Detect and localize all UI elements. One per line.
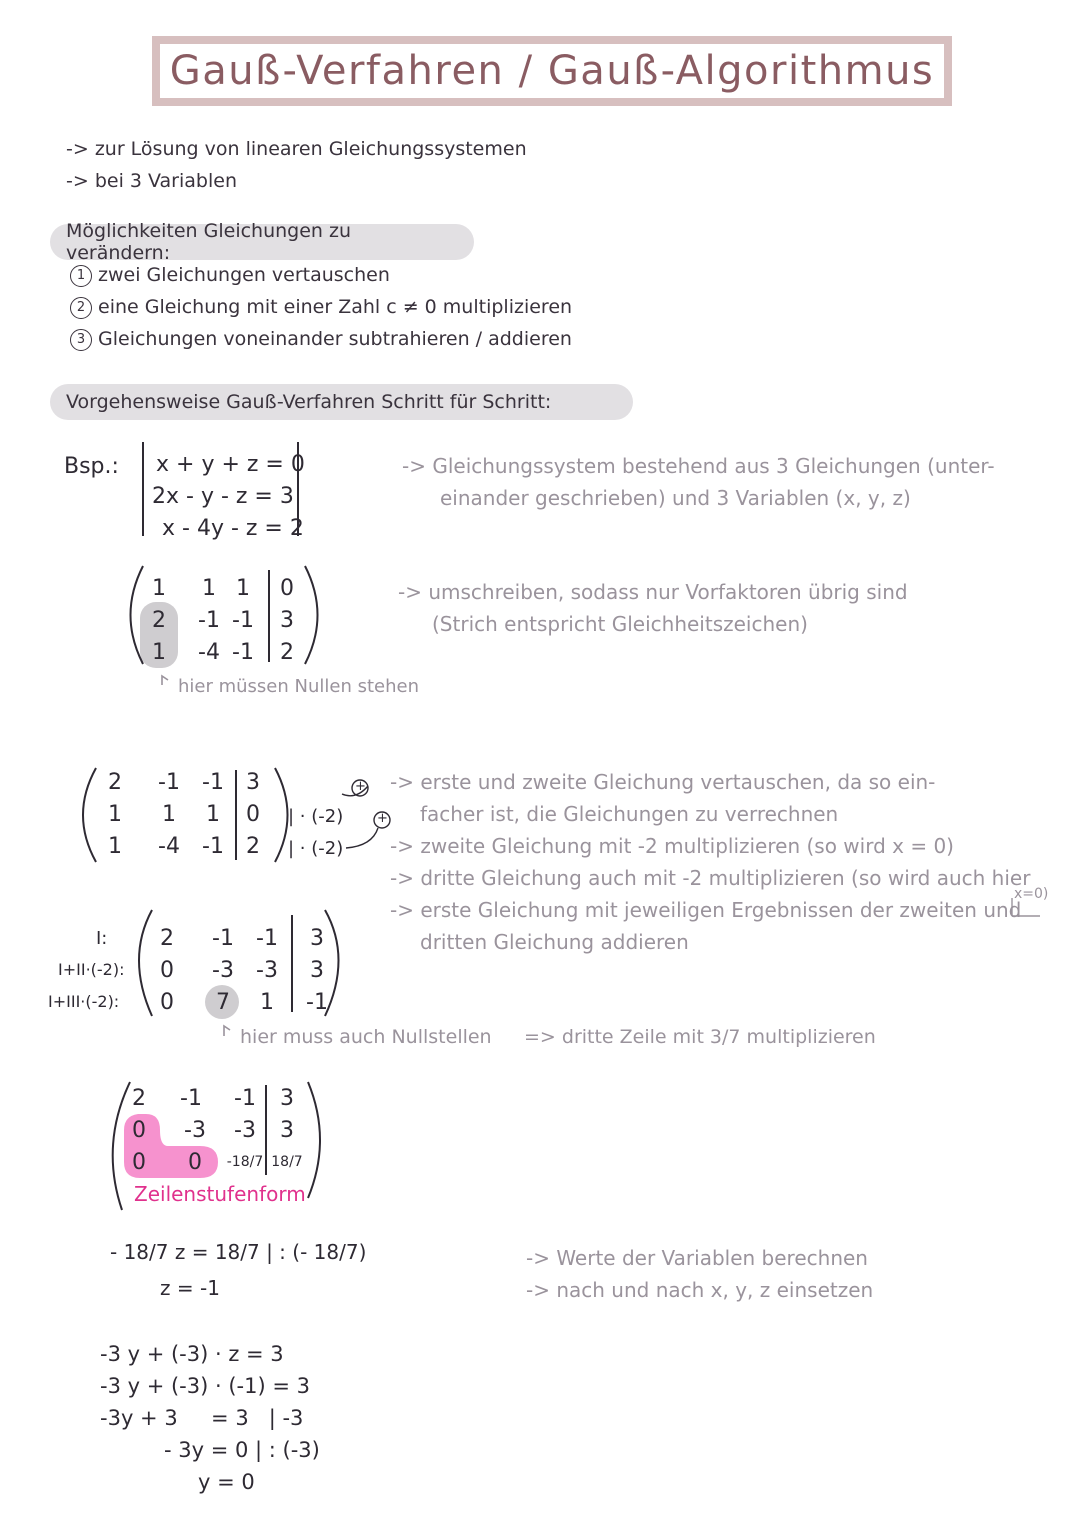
solve-line: - 3y = 0 | : (-3) (164, 1438, 320, 1462)
matrix-cell: 1 (152, 640, 166, 665)
matrix-cell: -3 (184, 1118, 206, 1143)
matrix-cell: -3 (256, 958, 278, 983)
matrix-cell: 3 (246, 770, 260, 795)
number-badge: 2 (70, 297, 92, 319)
matrix-cell: 1 (108, 802, 122, 827)
zeilenstufenform-label: Zeilenstufenform (134, 1182, 306, 1206)
note-line: facher ist, die Gleichungen zu verrechnen (420, 802, 839, 826)
matrix-cell: -1 (202, 834, 224, 859)
note-line: einander geschrieben) und 3 Variablen (x, y, z) (440, 486, 911, 510)
matrix-cell: -1 (234, 1086, 256, 1111)
matrix-cell: -1 (212, 926, 234, 951)
matrix-cell: 2 (280, 640, 294, 665)
matrix-cell: -3 (234, 1118, 256, 1143)
matrix-3 (150, 926, 330, 1026)
matrix-cell: -1 (202, 770, 224, 795)
note-line: -> erste Gleichung mit jeweiligen Ergebnissen der zweiten und (390, 898, 1022, 922)
matrix-cell: -1 (232, 608, 254, 633)
matrix-cell: -18/7 (226, 1154, 264, 1170)
plus-sign: + (355, 779, 366, 794)
note-line: -> Werte der Variablen berechnen (526, 1246, 868, 1270)
note-line: -> Gleichungssystem bestehend aus 3 Gleichungen (unter- (402, 454, 995, 478)
matrix-cell: 0 (246, 802, 260, 827)
number-badge: 1 (70, 265, 92, 287)
solve-line: - 18/7 z = 18/7 | : (- 18/7) (110, 1240, 367, 1264)
matrix-cell: 2 (246, 834, 260, 859)
row-operation: | · (-2) (288, 806, 344, 827)
matrix-cell: -4 (158, 834, 180, 859)
matrix-cell: 1 (202, 576, 216, 601)
matrix-cell: -1 (306, 990, 328, 1015)
matrix-cell: 2 (160, 926, 174, 951)
matrix-cell: 18/7 (271, 1154, 303, 1170)
solve-line: -3 y + (-3) · (-1) = 3 (100, 1374, 310, 1398)
page-title: Gauß-Verfahren / Gauß-Algorithmus (169, 48, 935, 94)
matrix-cell: 1 (236, 576, 250, 601)
note-line: dritten Gleichung addieren (420, 930, 689, 954)
section-heading-text: Möglichkeiten Gleichungen zu verändern: (66, 220, 352, 264)
matrix-cell: -4 (198, 640, 220, 665)
matrix-2 (96, 770, 276, 870)
matrix-cell: 3 (280, 1118, 294, 1143)
action-note: => dritte Zeile mit 3/7 multiplizieren (524, 1026, 876, 1048)
matrix-cell: 2 (132, 1086, 146, 1111)
note-line: -> nach und nach x, y, z einsetzen (526, 1278, 874, 1302)
solve-line: y = 0 (198, 1470, 255, 1494)
row-operation: | · (-2) (288, 838, 344, 859)
intro-line-2: -> bei 3 Variablen (66, 170, 237, 192)
list-item-text: Gleichungen voneinander subtrahieren / addieren (98, 328, 572, 350)
matrix-cell: 0 (160, 958, 174, 983)
equation-3: x - 4y - z = 2 (162, 516, 304, 541)
side-note: x=0) (1014, 886, 1049, 902)
row-label: I+III·(-2): (48, 992, 120, 1011)
matrix-cell: -1 (158, 770, 180, 795)
note-line: -> zweite Gleichung mit -2 multiplizieren (so wird x = 0) (390, 834, 954, 858)
matrix-cell: 1 (152, 576, 166, 601)
matrix-cell: 1 (260, 990, 274, 1015)
note-line: -> erste und zweite Gleichung vertauschen, da so ein- (390, 770, 936, 794)
matrix-cell: -1 (198, 608, 220, 633)
matrix-cell: 0 (280, 576, 294, 601)
matrix-cell: 0 (132, 1150, 146, 1175)
matrix-cell: 2 (152, 608, 166, 633)
matrix-cell: 7 (216, 990, 230, 1015)
example-label: Bsp.: (64, 454, 119, 479)
matrix-cell: 1 (206, 802, 220, 827)
matrix-cell: 3 (310, 958, 324, 983)
row-label: I: (96, 928, 108, 949)
matrix-cell: 3 (310, 926, 324, 951)
section-heading-text: Vorgehensweise Gauß-Verfahren Schritt für Schritt: (66, 391, 552, 413)
matrix-4 (122, 1086, 302, 1186)
matrix-cell: 0 (160, 990, 174, 1015)
matrix-cell: 1 (108, 834, 122, 859)
matrix-cell: 3 (280, 608, 294, 633)
note-line: -> umschreiben, sodass nur Vorfaktoren übrig sind (398, 580, 908, 604)
list-item-text: zwei Gleichungen vertauschen (98, 264, 390, 286)
equation-2: 2x - y - z = 3 (152, 484, 294, 509)
matrix-cell: -1 (256, 926, 278, 951)
hint-nullen: hier müssen Nullen stehen (178, 676, 419, 697)
matrix-1 (140, 576, 300, 676)
plus-sign: + (377, 811, 388, 826)
matrix-cell: 1 (162, 802, 176, 827)
solve-line: -3 y + (-3) · z = 3 (100, 1342, 284, 1366)
hint-nullstellen: hier muss auch Nullstellen (240, 1026, 492, 1048)
solve-line: -3y + 3 = 3 | -3 (100, 1406, 304, 1430)
matrix-cell: -3 (212, 958, 234, 983)
matrix-cell: 0 (132, 1118, 146, 1143)
matrix-cell: 0 (188, 1150, 202, 1175)
intro-line-1: -> zur Lösung von linearen Gleichungssystemen (66, 138, 527, 160)
note-line: -> dritte Gleichung auch mit -2 multiplizieren (so wird auch hier (390, 866, 1031, 890)
note-line: (Strich entspricht Gleichheitszeichen) (432, 612, 808, 636)
matrix-cell: 3 (280, 1086, 294, 1111)
row-label: I+II·(-2): (58, 960, 125, 979)
matrix-cell: 2 (108, 770, 122, 795)
matrix-cell: -1 (180, 1086, 202, 1111)
number-badge: 3 (70, 329, 92, 351)
solve-line: z = -1 (160, 1276, 220, 1300)
equation-1: x + y + z = 0 (156, 452, 305, 477)
list-item-text: eine Gleichung mit einer Zahl c ≠ 0 multiplizieren (98, 296, 573, 318)
matrix-cell: -1 (232, 640, 254, 665)
